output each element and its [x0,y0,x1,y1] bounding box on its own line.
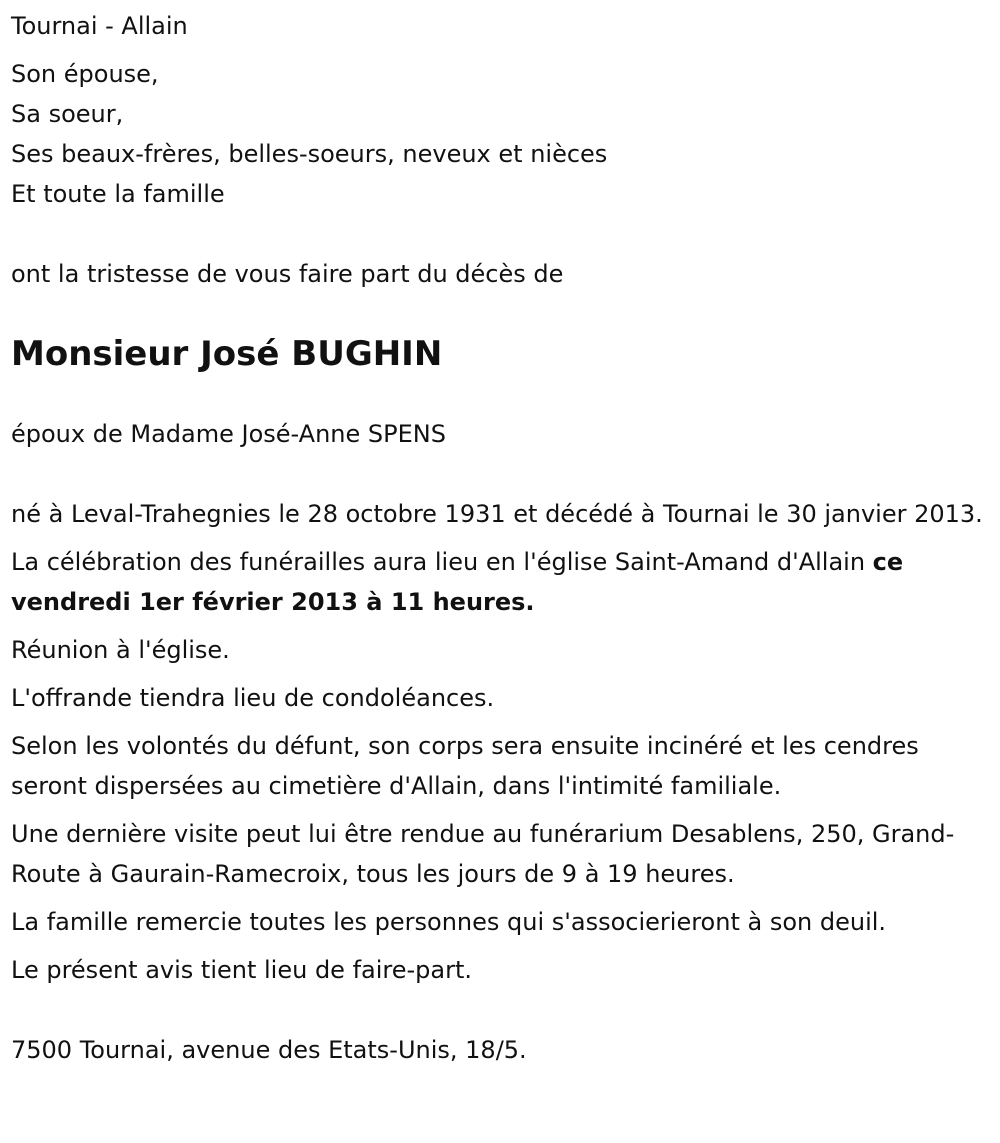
cremation-text: Selon les volontés du défunt, son corps sera ensuite incinéré et les cendres seront dispersées au cimetière d'Allain, dans l'intimité familiale. [11,732,919,800]
family-list [11,54,996,214]
family-line: Sa soeur, [11,100,124,128]
thanks-text: La famille remercie toutes les personnes qui s'associerieront à son deuil. [11,908,887,936]
funeral-paragraph [11,542,996,622]
offering-text: L'offrande tiendra lieu de condoléances. [11,684,495,712]
announcement-text: ont la tristesse de vous faire part du décès de [11,260,564,288]
address-text: 7500 Tournai, avenue des Etats-Unis, 18/5. [11,1036,527,1064]
meeting-text: Réunion à l'église. [11,636,230,664]
spouse-line: époux de Madame José-Anne SPENS [11,420,446,448]
family-line: Et toute la famille [11,180,225,208]
visit-text: Une dernière visite peut lui être rendue au funérarium Desablens, 250, Grand-Route à Gaurain-Ramecroix, tous les jours de 9 à 19 heures. [11,820,955,888]
funeral-date: ce vendredi 1er février 2013 à 11 heures. [11,548,904,616]
obituary-notice [11,0,996,1070]
funeral-text: La célébration des funérailles aura lieu en l'église Saint-Amand d'Allain [11,548,873,576]
family-line: Son épouse, [11,60,159,88]
deceased-name: Monsieur José BUGHIN [11,334,443,374]
notice-text: Le présent avis tient lieu de faire-part. [11,956,473,984]
birth-death-text: né à Leval-Trahegnies le 28 octobre 1931 et décédé à Tournai le 30 janvier 2013. [11,500,983,528]
location-heading: Tournai - Allain [11,12,188,40]
family-line: Ses beaux-frères, belles-soeurs, neveux et nièces [11,140,608,168]
